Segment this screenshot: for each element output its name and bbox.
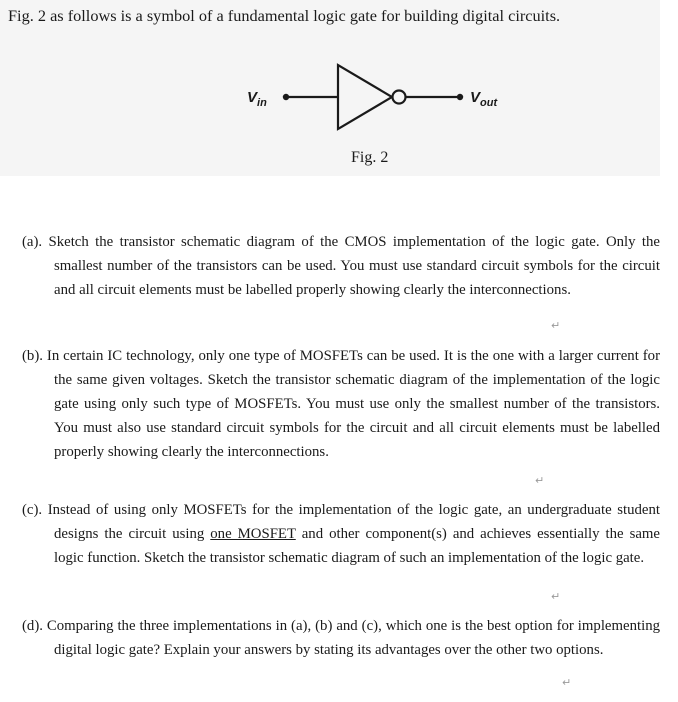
question-c (22, 498, 660, 570)
question-b (22, 344, 660, 464)
underlined-phrase: one MOSFET (210, 526, 296, 542)
return-mark-icon: ↵ (551, 590, 561, 603)
figure-caption: Fig. 2 (351, 149, 389, 166)
question-c-text: (c). Instead of using only MOSFETs for the implementation of the logic gate, an undergraduate student designs the circuit using one MOSFET and other component(s) and achieves essentially the same logic function. Sketch the transistor schematic diagram of such an implementation of the logic gate. (22, 502, 661, 566)
vout-label: $V_{out}$ (470, 89, 498, 109)
return-mark-icon: ↵ (551, 319, 561, 332)
output-terminal (457, 94, 463, 100)
return-mark-icon: ↵ (562, 676, 572, 689)
intro-text: Fig. 2 as follows is a symbol of a fundamental logic gate for building digital circuits. (8, 6, 561, 25)
question-a-text: (a). Sketch the transistor schematic diagram of the CMOS implementation of the logic gate. Only the smallest number of the transistors can be used. You must use standard circuit symbols for the circuit and all circuit elements must be labelled properly showing clearly the interconnections. (22, 234, 660, 298)
return-mark-icon: ↵ (535, 474, 545, 487)
inversion-bubble (393, 91, 406, 104)
question-a (22, 230, 660, 302)
question-d (22, 614, 660, 662)
vin-label: $V_{in}$ (247, 89, 267, 109)
buffer-triangle (338, 65, 392, 129)
question-b-text: (b). In certain IC technology, only one type of MOSFETs can be used. It is the one with a larger current for the same given voltages. Sketch the transistor schematic diagram of the implementation of the logic gate using only such type of MOSFETs. You must use only the smallest number of the transistors. You must also use standard circuit symbols for the circuit and all circuit elements must be labelled properly showing clearly the interconnections. (22, 348, 660, 460)
figure-panel (0, 0, 660, 176)
not-gate-figure (0, 0, 660, 176)
question-d-text: (d). Comparing the three implementations in (a), (b) and (c), which one is the best option for implementing digital logic gate? Explain your answers by stating its advantages over the other two options. (22, 618, 660, 658)
